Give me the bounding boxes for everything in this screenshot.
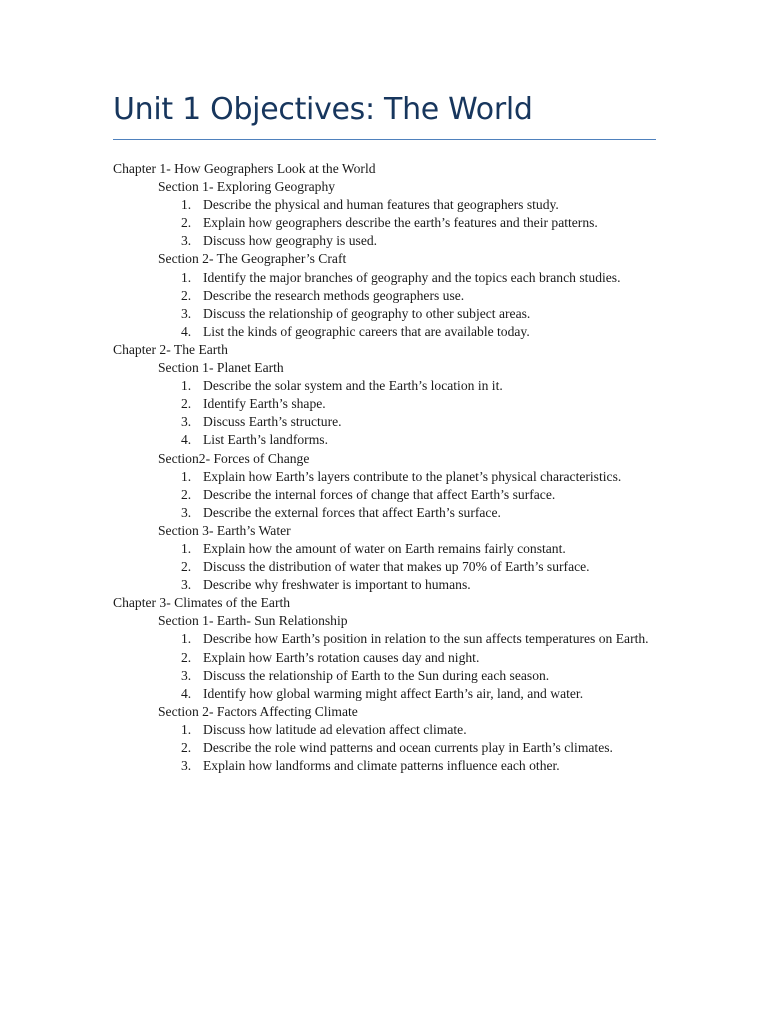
section-heading: Section 1- Exploring Geography: [158, 179, 336, 195]
section-heading: Section 3- Earth’s Water: [158, 522, 291, 538]
objective-item: [113, 739, 653, 757]
objective-text: Explain how landforms and climate patterns influence each other.: [203, 758, 560, 774]
objective-text: Describe the research methods geographers use.: [203, 287, 465, 303]
objective-text: Discuss how geography is used.: [203, 233, 378, 249]
objective-list: [113, 196, 673, 250]
section-heading: Section 2- Factors Affecting Climate: [158, 703, 358, 719]
objective-item: [113, 413, 653, 431]
objective-item: [113, 305, 653, 323]
objective-item: [113, 196, 653, 214]
objective-number: 3.: [181, 233, 192, 249]
objective-text: List the kinds of geographic careers that are available today.: [203, 323, 530, 339]
objective-item: [113, 468, 653, 486]
chapter-heading: Chapter 3- Climates of the Earth: [113, 595, 291, 611]
objective-number: 1.: [181, 269, 192, 285]
page-title: Unit 1 Objectives: The World: [113, 92, 533, 127]
section-heading: Section 1- Planet Earth: [158, 360, 284, 376]
section-heading: Section2- Forces of Change: [158, 450, 310, 466]
objective-list: [113, 468, 673, 522]
objective-item: [113, 558, 653, 576]
objective-number: 2.: [181, 287, 192, 303]
objective-list: [113, 377, 673, 449]
objective-number: 3.: [181, 667, 192, 683]
objective-number: 3.: [181, 758, 192, 774]
objective-text: Discuss the distribution of water that makes up 70% of Earth’s surface.: [203, 559, 590, 575]
objective-item: [113, 757, 653, 775]
objective-text: Discuss Earth’s structure.: [203, 414, 342, 430]
objective-text: Describe the physical and human features that geographers study.: [203, 197, 559, 213]
objective-number: 2.: [181, 215, 192, 231]
title-divider: [113, 139, 656, 140]
objective-number: 1.: [181, 197, 192, 213]
objective-text: Describe how Earth’s position in relation to the sun affects temperatures on Earth.: [203, 631, 649, 647]
objective-item: [113, 630, 653, 648]
objective-item: [113, 287, 653, 305]
objective-item: [113, 540, 653, 558]
chapter-heading: Chapter 1- How Geographers Look at the World: [113, 161, 376, 176]
objective-list: [113, 721, 673, 775]
objective-text: Identify how global warming might affect Earth’s air, land, and water.: [203, 685, 584, 701]
objective-text: Describe the internal forces of change that affect Earth’s surface.: [203, 486, 556, 502]
objective-number: 2.: [181, 649, 192, 665]
objective-item: [113, 232, 653, 250]
objective-item: [113, 649, 653, 667]
objective-text: Explain how Earth’s rotation causes day and night.: [203, 649, 480, 665]
objectives-outline: [113, 160, 673, 775]
objective-number: 1.: [181, 468, 192, 484]
objective-number: 3.: [181, 305, 192, 321]
objective-text: Describe the solar system and the Earth’s location in it.: [203, 378, 503, 394]
objective-text: Describe the external forces that affect Earth’s surface.: [203, 504, 501, 520]
objective-number: 3.: [181, 414, 192, 430]
objective-number: 1.: [181, 540, 192, 556]
objective-number: 4.: [181, 323, 192, 339]
section-heading: Section 2- The Geographer’s Craft: [158, 251, 347, 267]
objective-item: [113, 269, 653, 287]
objective-text: Describe why freshwater is important to humans.: [203, 577, 471, 593]
objective-number: 1.: [181, 721, 192, 737]
objective-text: Identify the major branches of geography and the topics each branch studies.: [203, 269, 621, 285]
objective-number: 3.: [181, 577, 192, 593]
objective-list: [113, 540, 673, 594]
objective-list: [113, 269, 673, 341]
objective-item: [113, 486, 653, 504]
objective-text: Describe the role wind patterns and ocean currents play in Earth’s climates.: [203, 740, 613, 755]
objective-number: 1.: [181, 631, 192, 647]
objective-number: 2.: [181, 396, 192, 412]
objective-text: Identify Earth’s shape.: [203, 396, 326, 412]
objective-item: [113, 667, 653, 685]
objective-item: [113, 323, 653, 341]
objective-item: [113, 576, 653, 594]
section-heading: Section 1- Earth- Sun Relationship: [158, 613, 348, 629]
objective-number: 3.: [181, 504, 192, 520]
objective-number: 1.: [181, 378, 192, 394]
objective-text: Explain how geographers describe the earth’s features and their patterns.: [203, 215, 598, 231]
objective-item: [113, 395, 653, 413]
objective-item: [113, 504, 653, 522]
chapter-heading: Chapter 2- The Earth: [113, 341, 228, 357]
objective-item: [113, 431, 653, 449]
objective-text: Discuss the relationship of Earth to the Sun during each season.: [203, 667, 550, 683]
objective-number: 2.: [181, 559, 192, 575]
objective-item: [113, 377, 653, 395]
objective-text: List Earth’s landforms.: [203, 432, 328, 448]
objective-list: [113, 630, 673, 702]
objective-number: 4.: [181, 432, 192, 448]
objective-number: 2.: [181, 740, 192, 755]
objective-item: [113, 685, 653, 703]
objective-text: Explain how Earth’s layers contribute to the planet’s physical characteristics.: [203, 468, 622, 484]
objective-number: 4.: [181, 685, 192, 701]
objective-text: Explain how the amount of water on Earth remains fairly constant.: [203, 540, 566, 556]
objective-text: Discuss the relationship of geography to other subject areas.: [203, 305, 531, 321]
objective-number: 2.: [181, 486, 192, 502]
objective-item: [113, 721, 653, 739]
objective-item: [113, 214, 653, 232]
objective-text: Discuss how latitude ad elevation affect climate.: [203, 721, 467, 737]
